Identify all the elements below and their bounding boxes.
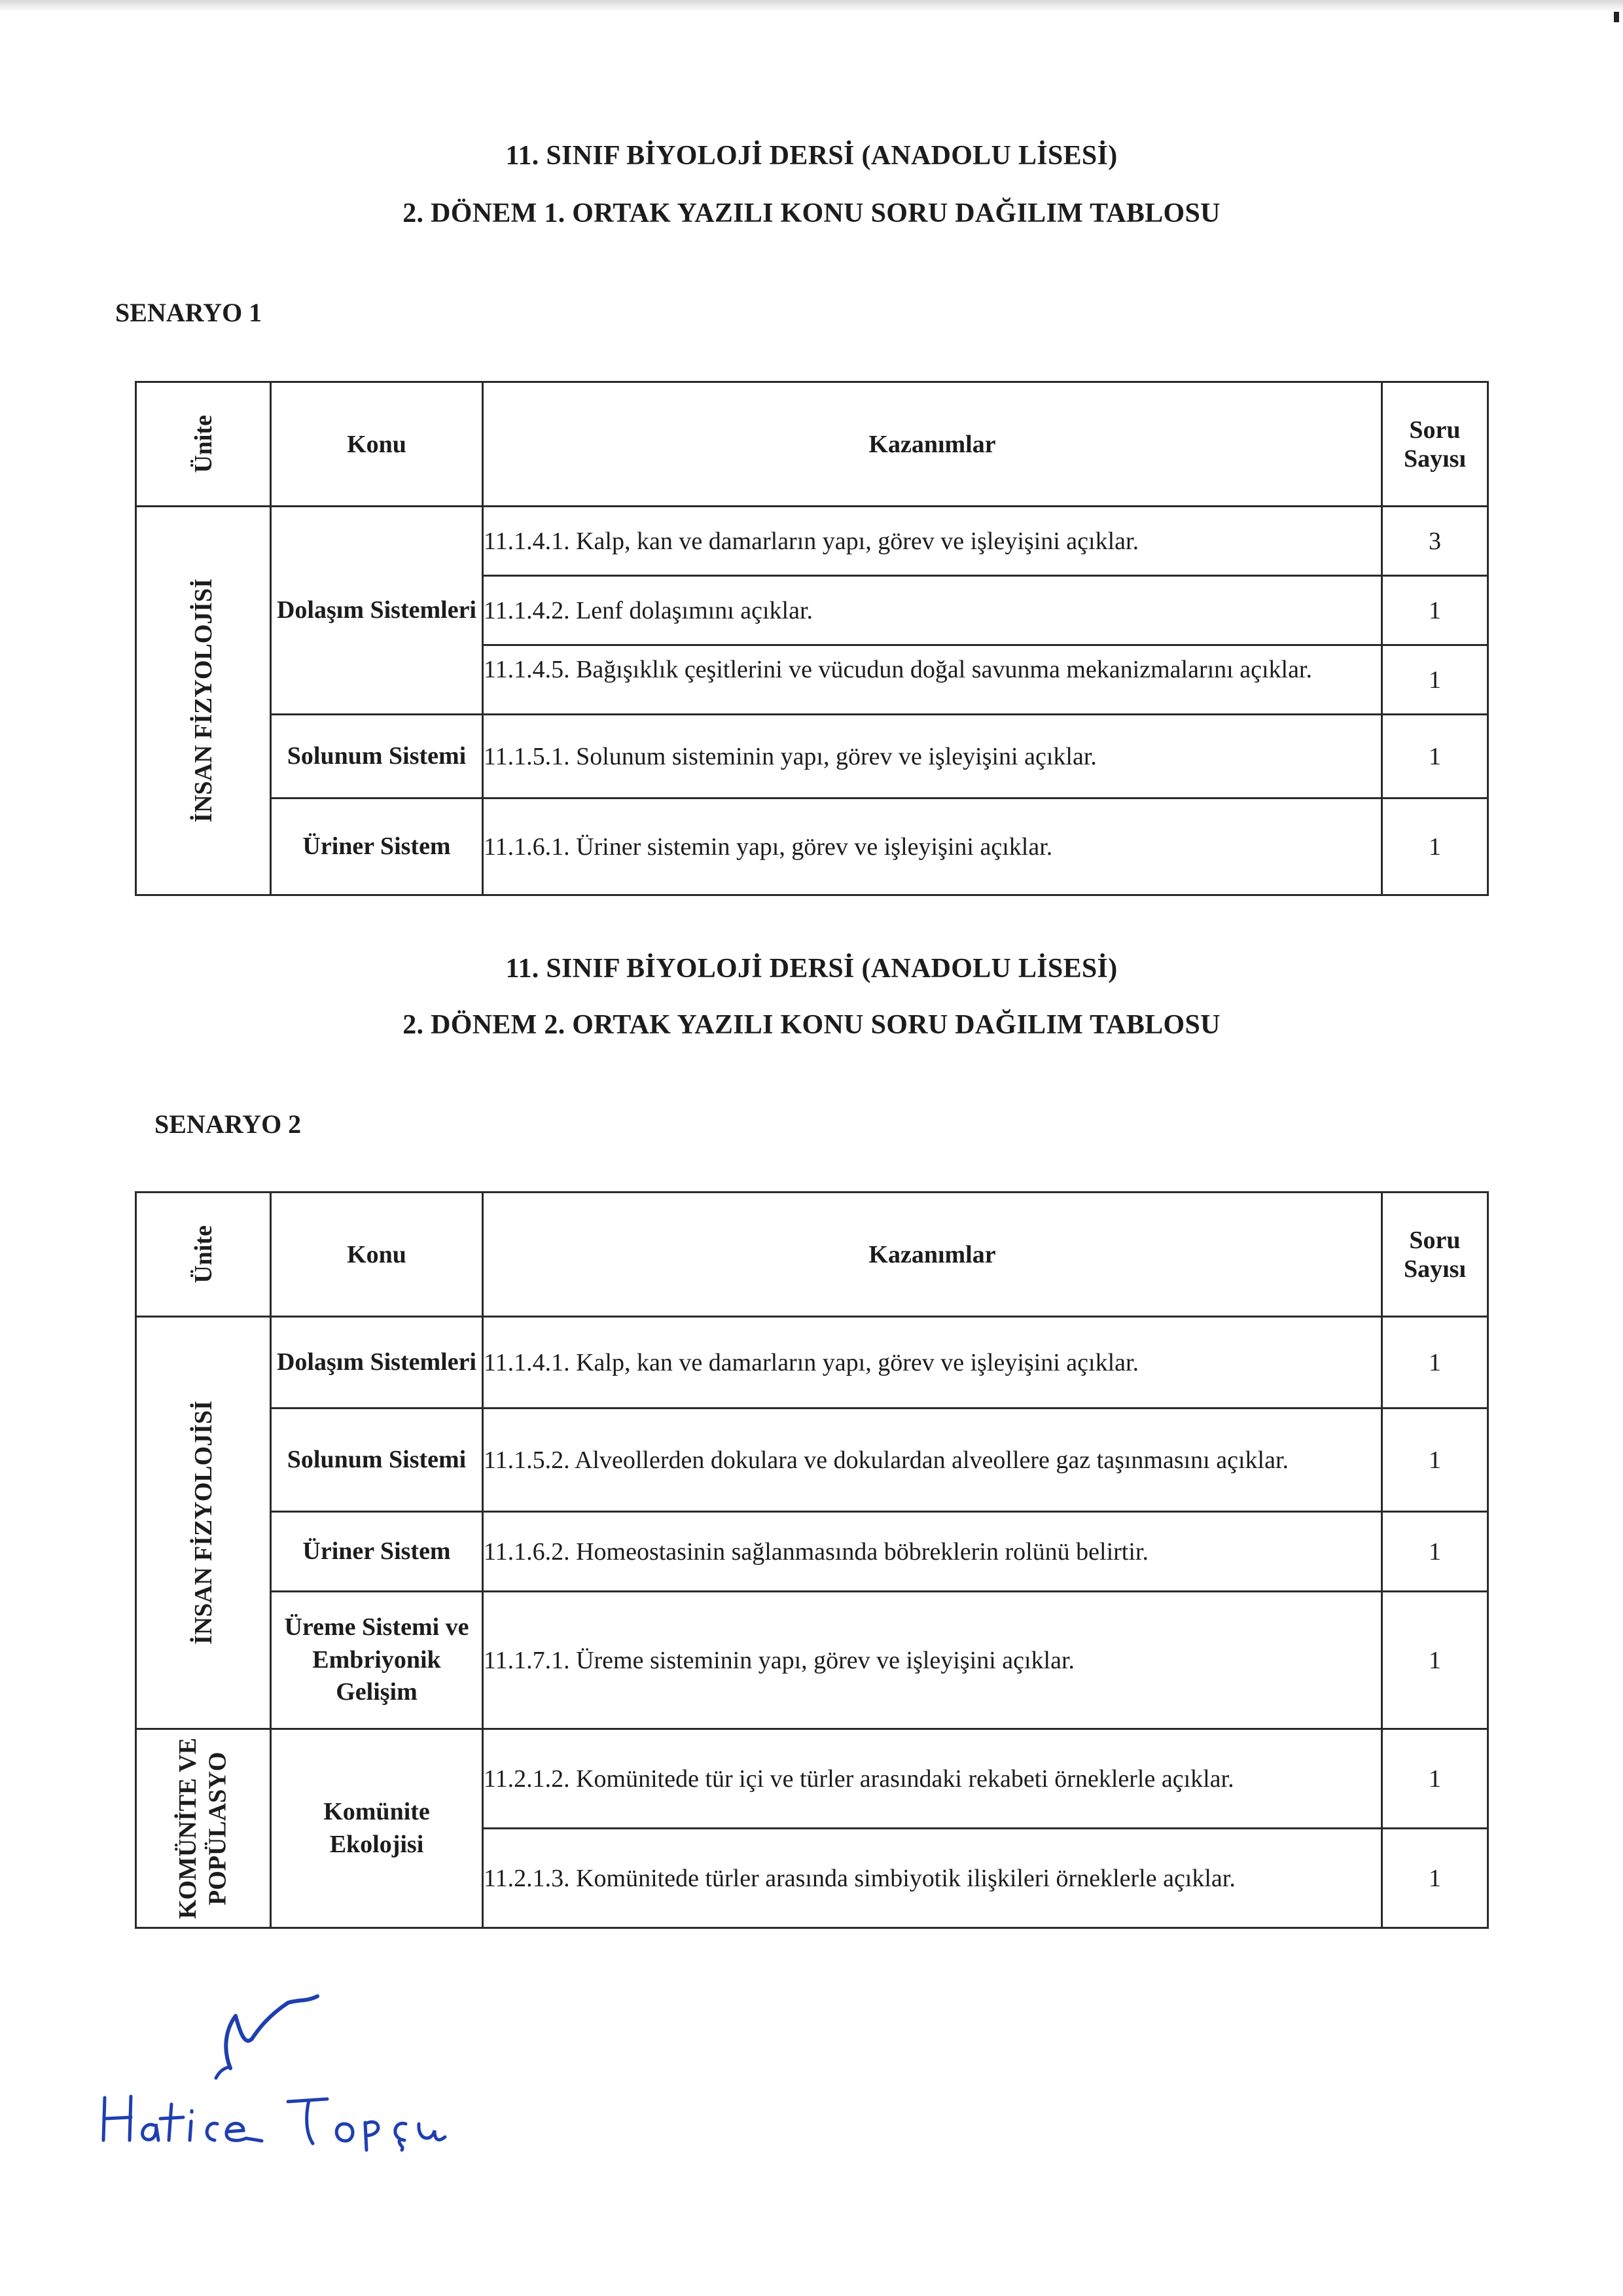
table-row — [136, 1592, 1488, 1729]
kazanim-cell: 11.1.6.1. Üriner sistemin yapı, görev ve işleyişini açıklar. — [483, 798, 1382, 895]
soru-cell: 1 — [1382, 1592, 1488, 1729]
konu-cell: Solunum Sistemi — [271, 1408, 483, 1512]
soru-cell: 1 — [1382, 798, 1488, 895]
soru-cell: 1 — [1382, 715, 1488, 798]
kazanim-cell: 11.1.4.1. Kalp, kan ve damarların yapı, görev ve işleyişini açıklar. — [483, 507, 1382, 576]
header-unite: Ünite — [189, 415, 217, 473]
konu-cell: Solunum Sistemi — [271, 715, 483, 798]
header-konu: Konu — [271, 1193, 483, 1317]
unit-cell — [136, 507, 271, 895]
soru-cell: 1 — [1382, 576, 1488, 645]
header-unite-cell — [136, 1193, 271, 1317]
header-unite-cell — [136, 382, 271, 507]
header-kazanimlar: Kazanımlar — [483, 382, 1382, 507]
scenario1-label: SENARYO 1 — [115, 298, 262, 327]
table-row — [136, 798, 1488, 895]
soru-cell: 1 — [1382, 1408, 1488, 1512]
konu-cell: Üreme Sistemi ve Embriyonik Gelişim — [271, 1592, 483, 1729]
table-header-row — [136, 1193, 1488, 1317]
table-header-row — [136, 382, 1488, 507]
kazanim-cell: 11.1.4.2. Lenf dolaşımını açıklar. — [483, 576, 1382, 645]
kazanim-cell: 11.2.1.3. Komünitede türler arasında simbiyotik ilişkileri örneklerle açıklar. — [483, 1829, 1382, 1928]
scenario2-label: SENARYO 2 — [154, 1109, 302, 1139]
soru-cell: 1 — [1382, 1829, 1488, 1928]
scenario1-title-line2: 2. DÖNEM 1. ORTAK YAZILI KONU SORU DAĞILIM TABLOSU — [402, 198, 1221, 228]
kazanim-cell: 11.1.5.2. Alveollerden dokulara ve dokulardan alveollere gaz taşınmasını açıklar. — [483, 1408, 1382, 1512]
header-kazanimlar: Kazanımlar — [483, 1193, 1382, 1317]
kazanim-cell: 11.1.4.1. Kalp, kan ve damarların yapı, görev ve işleyişini açıklar. — [483, 1317, 1382, 1408]
konu-cell: Dolaşım Sistemleri — [271, 1317, 483, 1408]
scenario1-table — [135, 381, 1489, 896]
unit-label: İNSAN FİZYOLOJİSİ — [189, 579, 217, 823]
unit-label: KOMÜNİTE VE POPÜLASYO — [173, 1738, 232, 1919]
scan-top-edge — [0, 0, 1623, 12]
kazanim-cell: 11.2.1.2. Komünitede tür içi ve türler arasındaki rekabeti örneklerle açıklar. — [483, 1729, 1382, 1829]
scan-edge-mark — [1614, 12, 1619, 22]
soru-cell: 1 — [1382, 1317, 1488, 1408]
unit-cell — [136, 1317, 271, 1729]
soru-cell: 3 — [1382, 507, 1488, 576]
konu-cell: Üriner Sistem — [271, 798, 483, 895]
unit-cell — [136, 1729, 271, 1928]
signature-mark — [183, 1977, 353, 2081]
table-row — [136, 715, 1488, 798]
soru-cell: 1 — [1382, 645, 1488, 715]
table-row — [136, 1729, 1488, 1829]
table-row — [136, 1317, 1488, 1408]
header-soru-sayisi: Soru Sayısı — [1382, 382, 1488, 507]
scenario1-title-line1: 11. SINIF BİYOLOJİ DERSİ (ANADOLU LİSESİ) — [505, 141, 1118, 171]
table-row — [136, 507, 1488, 576]
kazanim-cell: 11.1.7.1. Üreme sisteminin yapı, görev ve işleyişini açıklar. — [483, 1592, 1382, 1729]
unit-label: İNSAN FİZYOLOJİSİ — [189, 1401, 217, 1645]
table-row — [136, 1512, 1488, 1592]
kazanim-cell: 11.1.4.5. Bağışıklık çeşitlerini ve vücudun doğal savunma mekanizmalarını açıklar. — [483, 645, 1382, 715]
soru-cell: 1 — [1382, 1512, 1488, 1592]
table-row — [136, 1408, 1488, 1512]
signature-name — [92, 2078, 484, 2157]
konu-cell: Komünite Ekolojisi — [271, 1729, 483, 1928]
scenario2-table — [135, 1191, 1489, 1929]
konu-cell: Dolaşım Sistemleri — [271, 507, 483, 715]
header-konu: Konu — [271, 382, 483, 507]
konu-cell: Üriner Sistem — [271, 1512, 483, 1592]
header-soru-sayisi: Soru Sayısı — [1382, 1193, 1488, 1317]
scenario2-title-line2: 2. DÖNEM 2. ORTAK YAZILI KONU SORU DAĞILIM TABLOSU — [402, 1010, 1221, 1040]
header-unite: Ünite — [189, 1225, 217, 1283]
scenario2-title-line1: 11. SINIF BİYOLOJİ DERSİ (ANADOLU LİSESİ) — [505, 954, 1118, 984]
soru-cell: 1 — [1382, 1729, 1488, 1829]
kazanim-cell: 11.1.6.2. Homeostasinin sağlanmasında böbreklerin rolünü belirtir. — [483, 1512, 1382, 1592]
kazanim-cell: 11.1.5.1. Solunum sisteminin yapı, görev ve işleyişini açıklar. — [483, 715, 1382, 798]
